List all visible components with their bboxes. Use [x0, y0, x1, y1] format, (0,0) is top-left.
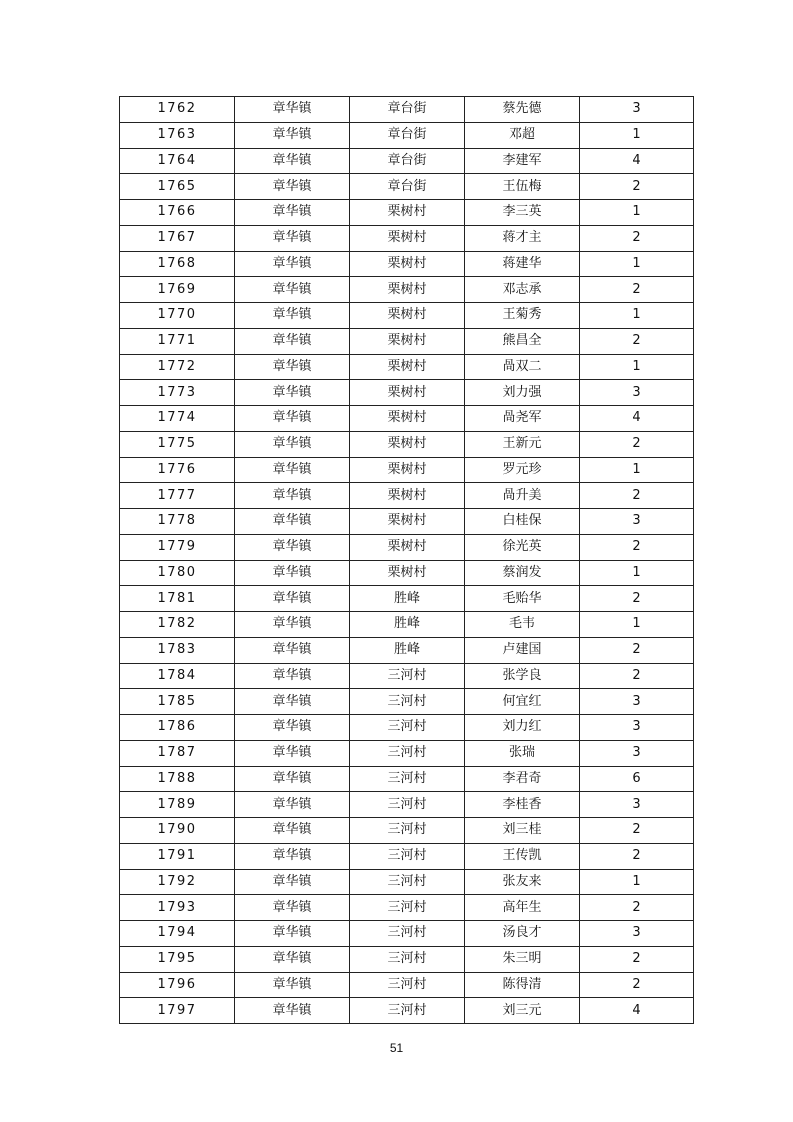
seq-number-cell: 1787	[120, 740, 235, 766]
village-cell: 三河村	[350, 766, 465, 792]
town-cell: 章华镇	[235, 200, 350, 226]
name-cell: 罗元珍	[465, 457, 580, 483]
town-cell: 章华镇	[235, 766, 350, 792]
table-row	[120, 483, 694, 509]
count-cell: 2	[580, 277, 694, 303]
count-cell: 4	[580, 406, 694, 432]
seq-number-cell: 1788	[120, 766, 235, 792]
count-cell: 3	[580, 921, 694, 947]
name-cell: 刘力强	[465, 380, 580, 406]
village-cell: 栗树村	[350, 251, 465, 277]
table-row	[120, 998, 694, 1024]
name-cell: 蔡先德	[465, 97, 580, 123]
count-cell: 2	[580, 328, 694, 354]
count-cell: 1	[580, 303, 694, 329]
town-cell: 章华镇	[235, 560, 350, 586]
name-cell: 李桂香	[465, 792, 580, 818]
village-cell: 栗树村	[350, 277, 465, 303]
village-cell: 栗树村	[350, 225, 465, 251]
town-cell: 章华镇	[235, 818, 350, 844]
name-cell: 刘三元	[465, 998, 580, 1024]
name-cell: 王传凯	[465, 843, 580, 869]
count-cell: 3	[580, 97, 694, 123]
count-cell: 3	[580, 689, 694, 715]
seq-number-cell: 1784	[120, 663, 235, 689]
seq-number-cell: 1774	[120, 406, 235, 432]
table-row	[120, 457, 694, 483]
village-cell: 三河村	[350, 843, 465, 869]
name-cell: 卢建国	[465, 637, 580, 663]
town-cell: 章华镇	[235, 328, 350, 354]
count-cell: 2	[580, 946, 694, 972]
town-cell: 章华镇	[235, 431, 350, 457]
name-cell: 咼升美	[465, 483, 580, 509]
seq-number-cell: 1765	[120, 174, 235, 200]
count-cell: 2	[580, 431, 694, 457]
name-cell: 王伍梅	[465, 174, 580, 200]
town-cell: 章华镇	[235, 534, 350, 560]
table-row	[120, 740, 694, 766]
name-cell: 毛韦	[465, 612, 580, 638]
town-cell: 章华镇	[235, 586, 350, 612]
roster-table	[119, 96, 694, 1024]
count-cell: 4	[580, 148, 694, 174]
village-cell: 三河村	[350, 895, 465, 921]
village-cell: 章台街	[350, 122, 465, 148]
table-row	[120, 431, 694, 457]
town-cell: 章华镇	[235, 380, 350, 406]
table-row	[120, 174, 694, 200]
village-cell: 栗树村	[350, 534, 465, 560]
village-cell: 三河村	[350, 818, 465, 844]
count-cell: 3	[580, 792, 694, 818]
seq-number-cell: 1770	[120, 303, 235, 329]
town-cell: 章华镇	[235, 998, 350, 1024]
town-cell: 章华镇	[235, 97, 350, 123]
count-cell: 2	[580, 483, 694, 509]
table-row	[120, 354, 694, 380]
count-cell: 1	[580, 354, 694, 380]
seq-number-cell: 1762	[120, 97, 235, 123]
town-cell: 章华镇	[235, 225, 350, 251]
table-row	[120, 380, 694, 406]
table-row	[120, 277, 694, 303]
table-row	[120, 612, 694, 638]
count-cell: 2	[580, 843, 694, 869]
village-cell: 三河村	[350, 972, 465, 998]
seq-number-cell: 1776	[120, 457, 235, 483]
name-cell: 白桂保	[465, 509, 580, 535]
name-cell: 何宜红	[465, 689, 580, 715]
village-cell: 三河村	[350, 715, 465, 741]
count-cell: 3	[580, 380, 694, 406]
count-cell: 1	[580, 251, 694, 277]
count-cell: 3	[580, 740, 694, 766]
table-row	[120, 509, 694, 535]
seq-number-cell: 1768	[120, 251, 235, 277]
name-cell: 刘三桂	[465, 818, 580, 844]
name-cell: 毛贻华	[465, 586, 580, 612]
name-cell: 蒋才主	[465, 225, 580, 251]
count-cell: 2	[580, 174, 694, 200]
town-cell: 章华镇	[235, 921, 350, 947]
town-cell: 章华镇	[235, 946, 350, 972]
name-cell: 邓志承	[465, 277, 580, 303]
count-cell: 3	[580, 715, 694, 741]
name-cell: 张友来	[465, 869, 580, 895]
count-cell: 1	[580, 200, 694, 226]
table-row	[120, 818, 694, 844]
table-row	[120, 200, 694, 226]
count-cell: 2	[580, 818, 694, 844]
table-row	[120, 663, 694, 689]
town-cell: 章华镇	[235, 148, 350, 174]
village-cell: 章台街	[350, 148, 465, 174]
seq-number-cell: 1794	[120, 921, 235, 947]
village-cell: 栗树村	[350, 560, 465, 586]
roster-table-body	[120, 97, 694, 1024]
seq-number-cell: 1769	[120, 277, 235, 303]
name-cell: 熊昌全	[465, 328, 580, 354]
village-cell: 栗树村	[350, 303, 465, 329]
seq-number-cell: 1779	[120, 534, 235, 560]
village-cell: 栗树村	[350, 457, 465, 483]
table-row	[120, 97, 694, 123]
name-cell: 张瑞	[465, 740, 580, 766]
seq-number-cell: 1795	[120, 946, 235, 972]
town-cell: 章华镇	[235, 663, 350, 689]
village-cell: 栗树村	[350, 328, 465, 354]
town-cell: 章华镇	[235, 740, 350, 766]
count-cell: 1	[580, 869, 694, 895]
town-cell: 章华镇	[235, 457, 350, 483]
page-number: 51	[389, 1041, 404, 1055]
seq-number-cell: 1780	[120, 560, 235, 586]
seq-number-cell: 1766	[120, 200, 235, 226]
seq-number-cell: 1778	[120, 509, 235, 535]
seq-number-cell: 1783	[120, 637, 235, 663]
seq-number-cell: 1793	[120, 895, 235, 921]
village-cell: 三河村	[350, 663, 465, 689]
village-cell: 胜峰	[350, 637, 465, 663]
name-cell: 咼双二	[465, 354, 580, 380]
seq-number-cell: 1790	[120, 818, 235, 844]
count-cell: 1	[580, 612, 694, 638]
village-cell: 栗树村	[350, 354, 465, 380]
village-cell: 三河村	[350, 792, 465, 818]
town-cell: 章华镇	[235, 792, 350, 818]
seq-number-cell: 1767	[120, 225, 235, 251]
table-row	[120, 869, 694, 895]
seq-number-cell: 1777	[120, 483, 235, 509]
village-cell: 胜峰	[350, 612, 465, 638]
seq-number-cell: 1764	[120, 148, 235, 174]
table-row	[120, 972, 694, 998]
name-cell: 王新元	[465, 431, 580, 457]
name-cell: 李君奇	[465, 766, 580, 792]
table-row	[120, 921, 694, 947]
table-row	[120, 148, 694, 174]
count-cell: 3	[580, 509, 694, 535]
seq-number-cell: 1763	[120, 122, 235, 148]
name-cell: 李三英	[465, 200, 580, 226]
town-cell: 章华镇	[235, 612, 350, 638]
name-cell: 邓超	[465, 122, 580, 148]
village-cell: 栗树村	[350, 380, 465, 406]
count-cell: 1	[580, 122, 694, 148]
town-cell: 章华镇	[235, 303, 350, 329]
seq-number-cell: 1785	[120, 689, 235, 715]
name-cell: 陈得清	[465, 972, 580, 998]
count-cell: 2	[580, 225, 694, 251]
count-cell: 4	[580, 998, 694, 1024]
town-cell: 章华镇	[235, 843, 350, 869]
town-cell: 章华镇	[235, 174, 350, 200]
town-cell: 章华镇	[235, 483, 350, 509]
table-row	[120, 534, 694, 560]
table-row	[120, 895, 694, 921]
village-cell: 三河村	[350, 740, 465, 766]
name-cell: 王菊秀	[465, 303, 580, 329]
count-cell: 2	[580, 972, 694, 998]
village-cell: 胜峰	[350, 586, 465, 612]
town-cell: 章华镇	[235, 251, 350, 277]
table-row	[120, 766, 694, 792]
village-cell: 栗树村	[350, 483, 465, 509]
table-row	[120, 792, 694, 818]
name-cell: 张学良	[465, 663, 580, 689]
table-row	[120, 637, 694, 663]
village-cell: 栗树村	[350, 406, 465, 432]
town-cell: 章华镇	[235, 689, 350, 715]
village-cell: 三河村	[350, 689, 465, 715]
town-cell: 章华镇	[235, 637, 350, 663]
seq-number-cell: 1789	[120, 792, 235, 818]
count-cell: 2	[580, 663, 694, 689]
town-cell: 章华镇	[235, 869, 350, 895]
seq-number-cell: 1771	[120, 328, 235, 354]
village-cell: 章台街	[350, 174, 465, 200]
table-row	[120, 560, 694, 586]
count-cell: 1	[580, 457, 694, 483]
name-cell: 徐光英	[465, 534, 580, 560]
count-cell: 1	[580, 560, 694, 586]
name-cell: 汤良才	[465, 921, 580, 947]
village-cell: 三河村	[350, 998, 465, 1024]
name-cell: 朱三明	[465, 946, 580, 972]
seq-number-cell: 1781	[120, 586, 235, 612]
table-row	[120, 586, 694, 612]
seq-number-cell: 1797	[120, 998, 235, 1024]
seq-number-cell: 1796	[120, 972, 235, 998]
seq-number-cell: 1782	[120, 612, 235, 638]
name-cell: 蔡润发	[465, 560, 580, 586]
name-cell: 刘力红	[465, 715, 580, 741]
name-cell: 咼尧军	[465, 406, 580, 432]
seq-number-cell: 1773	[120, 380, 235, 406]
table-row	[120, 328, 694, 354]
town-cell: 章华镇	[235, 509, 350, 535]
town-cell: 章华镇	[235, 406, 350, 432]
name-cell: 李建军	[465, 148, 580, 174]
table-row	[120, 406, 694, 432]
table-row	[120, 225, 694, 251]
town-cell: 章华镇	[235, 354, 350, 380]
village-cell: 三河村	[350, 921, 465, 947]
seq-number-cell: 1792	[120, 869, 235, 895]
village-cell: 三河村	[350, 869, 465, 895]
village-cell: 栗树村	[350, 509, 465, 535]
seq-number-cell: 1786	[120, 715, 235, 741]
table-row	[120, 715, 694, 741]
table-row	[120, 946, 694, 972]
name-cell: 高年生	[465, 895, 580, 921]
town-cell: 章华镇	[235, 122, 350, 148]
count-cell: 2	[580, 534, 694, 560]
count-cell: 6	[580, 766, 694, 792]
village-cell: 三河村	[350, 946, 465, 972]
town-cell: 章华镇	[235, 972, 350, 998]
town-cell: 章华镇	[235, 895, 350, 921]
village-cell: 栗树村	[350, 200, 465, 226]
table-row	[120, 689, 694, 715]
table-row	[120, 843, 694, 869]
count-cell: 2	[580, 895, 694, 921]
town-cell: 章华镇	[235, 715, 350, 741]
table-row	[120, 122, 694, 148]
seq-number-cell: 1775	[120, 431, 235, 457]
seq-number-cell: 1772	[120, 354, 235, 380]
seq-number-cell: 1791	[120, 843, 235, 869]
village-cell: 章台街	[350, 97, 465, 123]
table-row	[120, 303, 694, 329]
count-cell: 2	[580, 637, 694, 663]
village-cell: 栗树村	[350, 431, 465, 457]
count-cell: 2	[580, 586, 694, 612]
name-cell: 蒋建华	[465, 251, 580, 277]
table-row	[120, 251, 694, 277]
town-cell: 章华镇	[235, 277, 350, 303]
